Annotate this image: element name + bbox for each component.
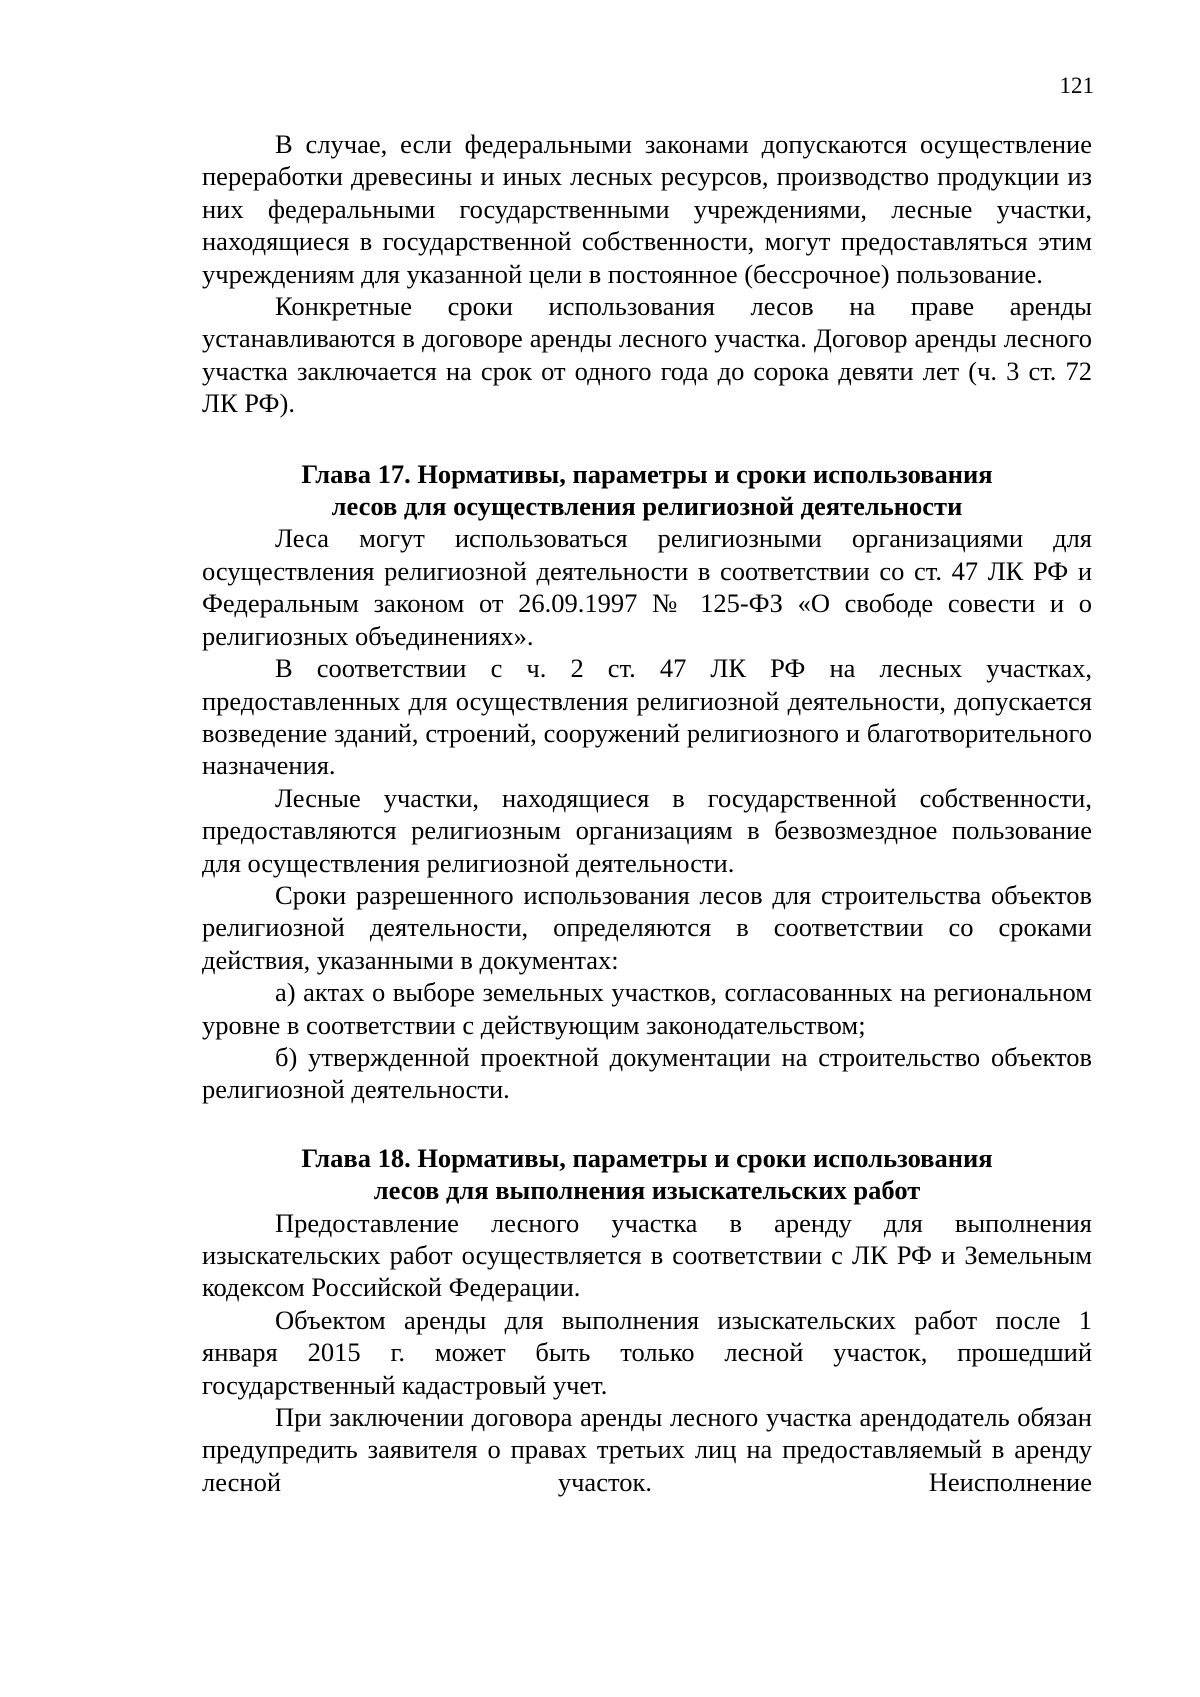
paragraph: Лесные участки, находящиеся в государственной собственности, предоставляются религиозным организациям в безвозмездное пользование для осуществления религиозной деятельности. [202,782,1092,878]
paragraph: При заключении договора аренды лесного участка арендодатель обязан предупредить заявителя о правах третьих лиц на предоставляемый в аренду лесной участок. Неисполнение [202,1402,1092,1497]
paragraph: В случае, если федеральными законами допускаются осуществление переработки древесины и иных лесных ресурсов, производство продукции из них федеральными государственными учреждениями, лесные участки, находящиеся в государственной собственности, могут предоставляться этим учреждениям для указанной цели в постоянное (бессрочное) пользование. [202,129,1092,289]
page-number: 121 [1059,73,1094,98]
chapter-title-line: Глава 18. Нормативы, параметры и сроки использования [301,1142,993,1173]
section-gap [202,420,1092,458]
paragraph: Леса могут использоваться религиозными организациями для осуществления религиозной деятельности в соответствии со ст. 47 ЛК РФ и Федеральным законом от 26.09.1997 № 125-ФЗ «О свободе совести и о религиозных объединениях». [202,523,1092,651]
paragraph: Объектом аренды для выполнения изыскательских работ после 1 января 2015 г. может быть только лесной участок, прошедший государственный кадастровый учет. [202,1304,1092,1400]
chapter-title-line: лесов для выполнения изыскательских работ [373,1175,921,1206]
page-content [202,128,1092,1498]
list-item: б) утвержденной проектной документации на строительство объектов религиозной деятельности. [202,1041,1092,1105]
paragraph: Сроки разрешенного использования лесов для строительства объектов религиозной деятельности, определяются в соответствии со сроками действия, указанными в документах: [202,879,1092,975]
chapter-17-title [202,458,1092,523]
chapter-title-line: лесов для осуществления религиозной деятельности [331,491,963,522]
chapter-title-line: Глава 17. Нормативы, параметры и сроки использования [301,458,993,489]
paragraph: В соответствии с ч. 2 ст. 47 ЛК РФ на лесных участках, предоставленных для осуществления религиозной деятельности, допускается возведение зданий, строений, сооружений религиозного и благотворительного назначения. [202,653,1092,781]
chapter-18-title [202,1142,1092,1207]
paragraph: Предоставление лесного участка в аренду для выполнения изыскательских работ осуществляется в соответствии с ЛК РФ и Земельным кодексом Российской Федерации. [202,1207,1092,1303]
paragraph: Конкретные сроки использования лесов на праве аренды устанавливаются в договоре аренды лесного участка. Договор аренды лесного участка заключается на срок от одного года до сорока девяти лет (ч. 3 ст. 72 ЛК РФ). [202,291,1092,419]
section-gap [202,1106,1092,1142]
list-item: а) актах о выборе земельных участков, согласованных на региональном уровне в соответствии с действующим законодательством; [202,977,1092,1040]
